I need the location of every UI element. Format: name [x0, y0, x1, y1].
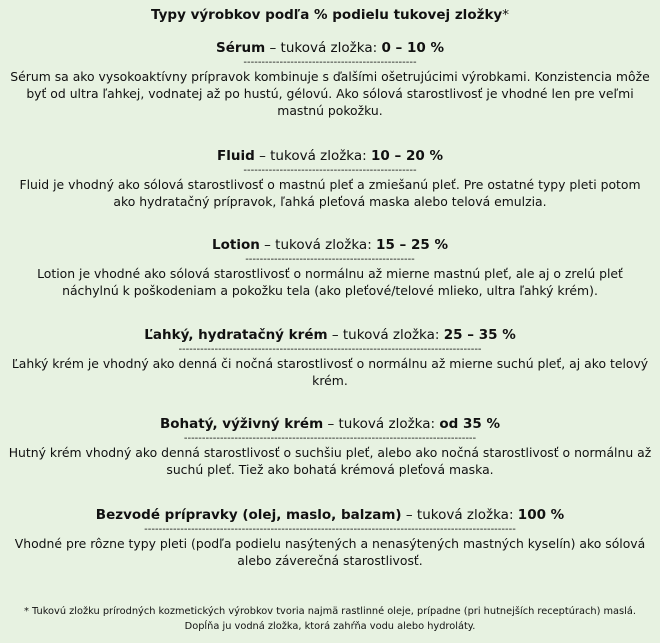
fat-range: od 35 % [439, 416, 501, 432]
product-name: Ľahký, hydratačný krém [144, 327, 328, 343]
section-body: Vhodné pre rôzne typy pleti (podľa podielu nasýtených a nenasýtených mastných kyselín) ako sólová alebo záverečná starostlivosť. [14, 536, 646, 568]
fat-range: 10 – 20 % [371, 148, 443, 164]
section-heading [0, 416, 660, 433]
separator: ------------------------------------------------------------------------------------ [178, 344, 482, 355]
fat-label: – tuková zložka: [323, 416, 440, 432]
section-fluid [0, 148, 660, 210]
separator: ------------------------------------------------ [243, 57, 417, 68]
separator: ------------------------------------------------------------------------------------------------------- [144, 524, 516, 535]
section-rich-cream [0, 416, 660, 478]
fat-label: – tuková zložka: [259, 237, 377, 253]
fat-label: – tuková zložka: [401, 507, 518, 523]
section-body: Sérum sa ako vysokoaktívny prípravok kombinuje s ďalšími ošetrujúcimi výrobkami. Konzistencia môže byť od ultra ľahkej, vodnatej až po hustú, gélovú. Ako sólová starostlivosť je vhodné len pre veľmi mastnú pokožku. [10, 69, 650, 118]
section-heading [0, 40, 660, 57]
separator: ----------------------------------------------- [245, 254, 415, 265]
section-body: Hutný krém vhodný ako denná starostlivosť o suchšiu pleť, alebo ako nočná starostlivosť o normálnu až suchú pleť. Tiež ako bohatá krémová pleťová maska. [8, 445, 652, 477]
section-heading [0, 507, 660, 524]
product-name: Lotion [211, 237, 260, 253]
section-anhydrous [0, 507, 660, 569]
fat-range: 0 – 10 % [381, 40, 444, 56]
fat-label: – tuková zložka: [254, 148, 372, 164]
product-name: Bohatý, výživný krém [159, 416, 324, 432]
product-name: Bezvodé prípravky (olej, maslo, balzam) [95, 507, 402, 523]
separator: --------------------------------------------------------------------------------- [183, 433, 477, 444]
separator: ------------------------------------------------ [243, 165, 417, 176]
section-body: Lotion je vhodné ako sólová starostlivosť o normálnu až mierne mastnú pleť, ale aj o zrelú pleť náchylnú k poškodeniam a pokožku tela (ako pleťové/telové mlieko, ultra ľahký krém). [37, 266, 623, 298]
product-name: Fluid [217, 148, 255, 164]
section-lotion [0, 237, 660, 299]
product-name: Sérum [216, 40, 266, 56]
page-title [0, 0, 660, 27]
section-heading [0, 237, 660, 254]
title-asterisk: * [502, 7, 509, 23]
title-text: Typy výrobkov podľa % podielu tukovej zložky [151, 7, 503, 23]
fat-label: – tuková zložka: [265, 40, 382, 56]
fat-range: 25 – 35 % [443, 327, 516, 343]
footnote: * Tukovú zložku prírodných kozmetických výrobkov tvoria najmä rastlinné oleje, prípadne (pri hutnejších receptúrach) maslá. Dopĺňa ju vodná zložka, ktorá zahŕňa vodu alebo hydroláty. [23, 606, 637, 632]
section-light-cream [0, 327, 660, 389]
section-serum [0, 40, 660, 119]
section-heading [0, 148, 660, 165]
section-body: Fluid je vhodný ako sólová starostlivosť o mastnú pleť a zmiešanú pleť. Pre ostatné typy pleti potom ako hydratačný prípravok, ľahká pleťová maska alebo telová emulzia. [19, 177, 641, 209]
fat-range: 100 % [517, 507, 565, 523]
section-heading [0, 327, 660, 344]
section-body: Ľahký krém je vhodný ako denná či nočná starostlivosť o normálnu až mierne suchú pleť, aj ako telový krém. [11, 356, 649, 388]
fat-range: 15 – 25 % [376, 237, 448, 253]
fat-label: – tuková zložka: [327, 327, 444, 343]
